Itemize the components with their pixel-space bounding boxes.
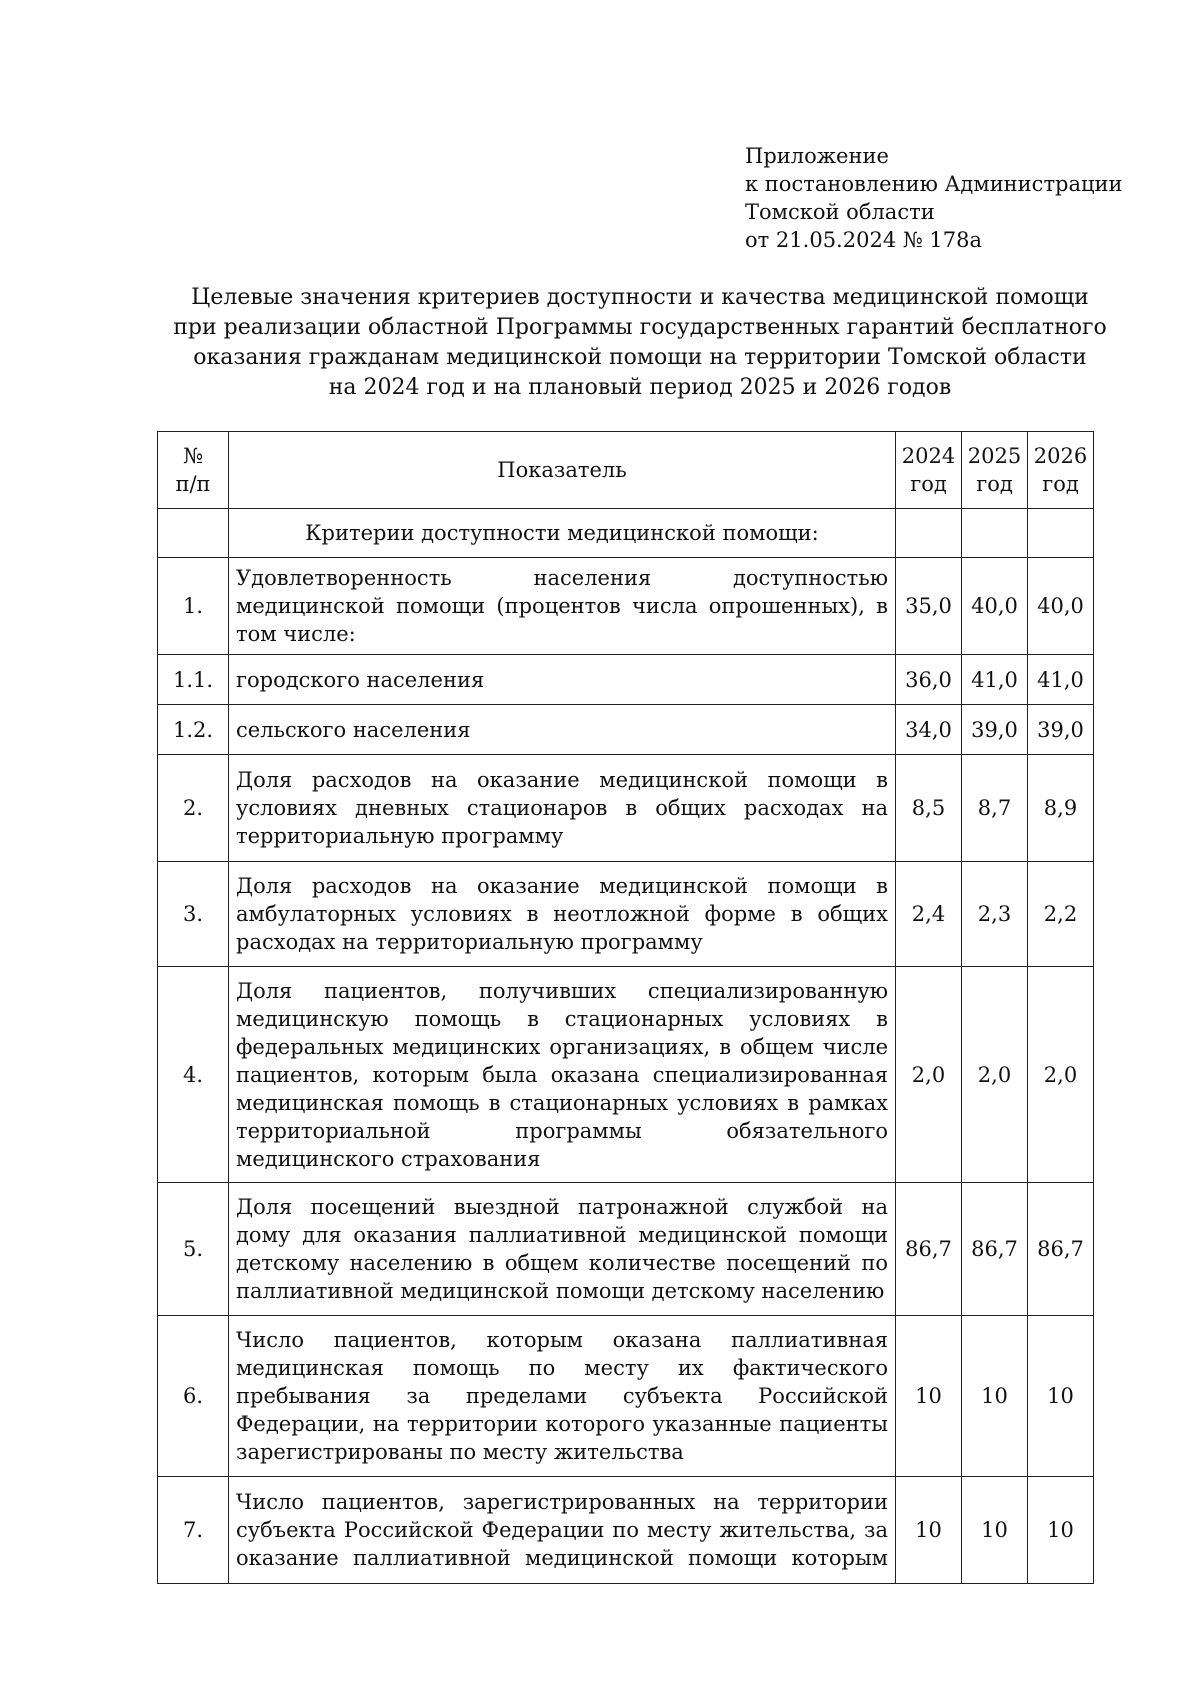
row-value-2026: 39,0 (1028, 705, 1094, 755)
section-empty-cell (1028, 509, 1094, 558)
section-empty-cell (896, 509, 962, 558)
row-indicator: сельского населения (229, 705, 896, 755)
title-line: оказания гражданам медицинской помощи на территории Томской области (193, 345, 1087, 370)
row-indicator: Доля посещений выездной патронажной службой на дому для оказания паллиативной медицинской помощи детскому населению в общем количестве посещений по паллиативной медицинской помощи детскому населению (229, 1183, 896, 1316)
appendix-line: от 21.05.2024 № 178а (745, 228, 982, 252)
row-value-2026: 41,0 (1028, 655, 1094, 705)
appendix-line: Приложение (745, 144, 889, 168)
header-number-abbrev: п/п (175, 472, 211, 496)
indicators-table (157, 431, 1094, 1584)
section-empty-cell (962, 509, 1028, 558)
row-value-2026: 10 (1028, 1477, 1094, 1584)
table-row (158, 862, 1094, 967)
header-year-word: год (976, 472, 1013, 496)
title-line: Целевые значения критериев доступности и качества медицинской помощи (191, 285, 1089, 310)
table-row (158, 755, 1094, 862)
header-year-word: год (1042, 472, 1079, 496)
row-value-2026: 2,2 (1028, 862, 1094, 967)
row-number: 6. (158, 1316, 229, 1477)
row-value-2024: 34,0 (896, 705, 962, 755)
row-indicator: Число пациентов, которым оказана паллиативная медицинская помощь по месту их фактического пребывания за пределами субъекта Российской Федерации, на территории которого указанные пациенты зарегистрированы по месту жительства (229, 1316, 896, 1477)
row-number: 1. (158, 558, 229, 655)
row-value-2026: 2,0 (1028, 967, 1094, 1183)
row-value-2025: 40,0 (962, 558, 1028, 655)
section-empty-cell (158, 509, 229, 558)
header-number (158, 432, 229, 509)
row-number: 1.2. (158, 705, 229, 755)
row-indicator: Число пациентов, зарегистрированных на территории субъекта Российской Федерации по месту жительства, за оказание паллиативной медицинской помощи которым (229, 1477, 896, 1584)
appendix-block (745, 142, 1123, 254)
row-value-2025: 10 (962, 1316, 1028, 1477)
row-value-2024: 2,0 (896, 967, 962, 1183)
row-value-2025: 41,0 (962, 655, 1028, 705)
table-row (158, 967, 1094, 1183)
row-value-2026: 8,9 (1028, 755, 1094, 862)
row-value-2024: 10 (896, 1477, 962, 1584)
row-value-2025: 8,7 (962, 755, 1028, 862)
section-row (158, 509, 1094, 558)
header-indicator: Показатель (229, 432, 896, 509)
row-number: 2. (158, 755, 229, 862)
table-row (158, 558, 1094, 655)
row-indicator: Удовлетворенность населения доступностью медицинской помощи (процентов числа опрошенных), в том числе: (229, 558, 896, 655)
row-indicator: Доля пациентов, получивших специализированную медицинскую помощь в стационарных условиях в федеральных медицинских организациях, в общем числе пациентов, которым была оказана специализированная медицинская помощь в стационарных условиях в рамках территориальной программы обязательного медицинского страхования (229, 967, 896, 1183)
row-value-2024: 10 (896, 1316, 962, 1477)
row-value-2026: 10 (1028, 1316, 1094, 1477)
document-title (150, 283, 1130, 403)
header-year-2025 (962, 432, 1028, 509)
table-header-row (158, 432, 1094, 509)
row-number: 4. (158, 967, 229, 1183)
row-indicator: городского населения (229, 655, 896, 705)
table-row (158, 1183, 1094, 1316)
header-number-symbol: № (183, 444, 203, 468)
table-row (158, 1477, 1094, 1584)
header-year-2026 (1028, 432, 1094, 509)
table-row (158, 1316, 1094, 1477)
row-value-2024: 35,0 (896, 558, 962, 655)
row-number: 3. (158, 862, 229, 967)
row-number: 1.1. (158, 655, 229, 705)
row-value-2024: 2,4 (896, 862, 962, 967)
appendix-line: Томской области (745, 200, 935, 224)
row-indicator: Доля расходов на оказание медицинской помощи в условиях дневных стационаров в общих расходах на территориальную программу (229, 755, 896, 862)
row-number: 5. (158, 1183, 229, 1316)
section-title: Критерии доступности медицинской помощи: (229, 509, 896, 558)
header-year-word: год (910, 472, 947, 496)
table-row (158, 655, 1094, 705)
row-value-2026: 86,7 (1028, 1183, 1094, 1316)
header-year-value: 2026 (1033, 444, 1088, 468)
row-value-2025: 86,7 (962, 1183, 1028, 1316)
row-value-2025: 10 (962, 1477, 1028, 1584)
title-line: на 2024 год и на плановый период 2025 и 2026 годов (328, 375, 952, 400)
row-value-2024: 86,7 (896, 1183, 962, 1316)
header-year-value: 2025 (967, 444, 1022, 468)
appendix-line: к постановлению Администрации (745, 172, 1123, 196)
row-value-2024: 8,5 (896, 755, 962, 862)
row-value-2025: 39,0 (962, 705, 1028, 755)
row-value-2026: 40,0 (1028, 558, 1094, 655)
row-number: 7. (158, 1477, 229, 1584)
row-indicator: Доля расходов на оказание медицинской помощи в амбулаторных условиях в неотложной форме в общих расходах на территориальную программу (229, 862, 896, 967)
title-line: при реализации областной Программы государственных гарантий бесплатного (173, 315, 1107, 340)
table-row (158, 705, 1094, 755)
row-value-2025: 2,3 (962, 862, 1028, 967)
header-year-2024 (896, 432, 962, 509)
row-value-2025: 2,0 (962, 967, 1028, 1183)
row-value-2024: 36,0 (896, 655, 962, 705)
header-year-value: 2024 (901, 444, 956, 468)
